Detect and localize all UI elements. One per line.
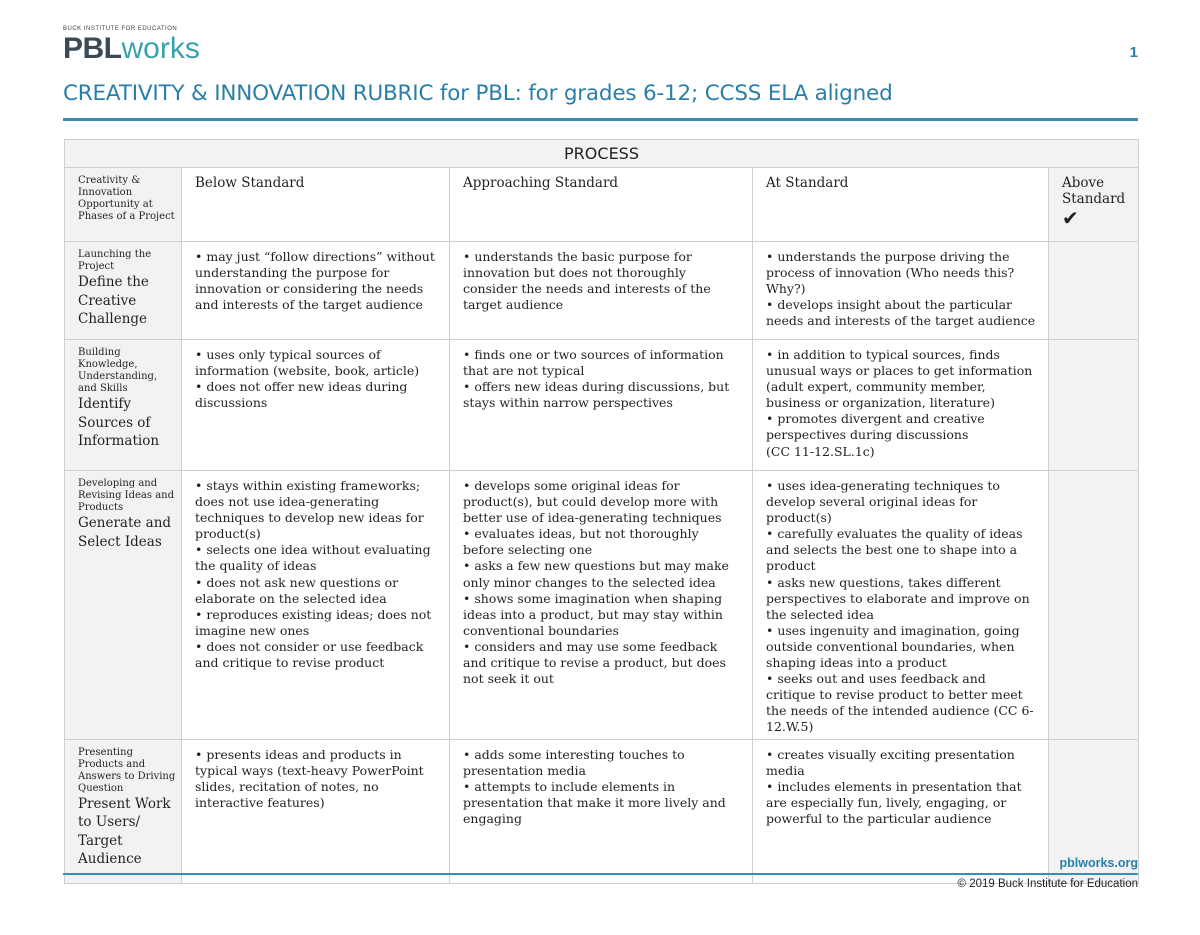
list-item: • may just “follow directions” without understanding the purpose for innovation or considering the needs and interests of the target audience	[195, 249, 435, 313]
list-item: • carefully evaluates the quality of ideas and selects the best one to shape into a product	[766, 526, 1023, 574]
approaching-standard-cell	[450, 471, 753, 740]
column-header-phase: Creativity & Innovation Opportunity at Phases of a Project	[65, 168, 182, 242]
list-item: • does not ask new questions or elaborate on the selected idea	[195, 574, 399, 606]
list-item: • offers new ideas during discussions, but stays within narrow perspectives	[463, 379, 730, 411]
logo-pbl: PBL	[63, 32, 122, 65]
table-row	[65, 340, 1139, 471]
list-item: • creates visually exciting presentation media	[766, 746, 1015, 778]
list-item: • develops insight about the particular needs and interests of the target audience	[766, 297, 1036, 329]
list-item: • considers and may use some feedback and critique to revise a product, but does not seek it out	[463, 638, 726, 687]
phase-title: Generate and Select Ideas	[78, 515, 172, 550]
list-item: • develops some original ideas for product(s), but could develop more with better use of idea-generating techniques	[463, 478, 722, 526]
list-item: • adds some interesting touches to presentation media	[463, 746, 685, 778]
above-standard-cell	[1049, 242, 1139, 340]
phase-cell	[65, 242, 182, 340]
phase-title: Present Work to Users/ Target Audience	[78, 795, 171, 867]
approaching-standard-cell	[450, 242, 753, 340]
list-item: • evaluates ideas, but not thoroughly before selecting one	[463, 526, 699, 558]
phase-title: Identify Sources of Information	[78, 396, 160, 449]
phase-label: Launching the Project	[78, 249, 152, 272]
list-item: • asks new questions, takes different perspectives to elaborate and improve on the selected idea	[766, 574, 1030, 622]
list-item: • uses idea-generating techniques to develop several original ideas for product(s)	[766, 478, 1000, 526]
at-standard-cell	[753, 340, 1049, 471]
above-standard-cell	[1049, 340, 1139, 471]
at-standard-cell	[753, 471, 1049, 740]
list-item: • does not offer new ideas during discussions	[195, 379, 408, 411]
list-item: • promotes divergent and creative perspectives during discussions	[766, 411, 985, 443]
phase-label: Developing and Revising Ideas and Products	[78, 478, 174, 513]
list-item: • understands the basic purpose for innovation but does not thoroughly consider the needs and interests of the target audience	[463, 249, 711, 313]
phase-label: Presenting Products and Answers to Driving Question	[78, 746, 176, 794]
phase-label: Building Knowledge, Understanding, and Skills	[78, 347, 158, 394]
list-item: • asks a few new questions but may make only minor changes to the selected idea	[463, 558, 729, 590]
below-standard-cell	[182, 739, 450, 883]
section-header-row	[65, 140, 1139, 168]
list-item: • understands the purpose driving the process of innovation (Who needs this? Why?)	[766, 249, 1015, 297]
list-item: • seeks out and uses feedback and critique to revise product to better meet the needs of the intended audience (CC 6-12.W.5)	[766, 671, 1034, 735]
below-standard-cell	[182, 340, 450, 471]
table-row	[65, 739, 1139, 883]
checkmark-icon: ✔	[1062, 206, 1079, 230]
column-header-below: Below Standard	[182, 168, 450, 242]
table-row	[65, 242, 1139, 340]
list-item: • selects one idea without evaluating the quality of ideas	[195, 542, 431, 574]
phase-title: Define the Creative Challenge	[78, 274, 149, 327]
approaching-standard-cell	[450, 340, 753, 471]
above-standard-cell	[1049, 471, 1139, 740]
list-item: • does not consider or use feedback and critique to revise product	[195, 638, 424, 671]
list-item: • stays within existing frameworks; does not use idea-generating techniques to develop new ideas for product(s)	[195, 478, 424, 542]
phase-cell	[65, 340, 182, 471]
footer-divider	[63, 873, 1138, 875]
logo-wordmark	[63, 32, 200, 66]
list-item: (CC 11-12.SL.1c)	[766, 443, 875, 459]
column-header-row	[65, 168, 1139, 242]
pblworks-logo	[63, 26, 233, 66]
column-header-at: At Standard	[753, 168, 1049, 242]
below-standard-cell	[182, 242, 450, 340]
below-standard-cell	[182, 471, 450, 740]
list-item: • attempts to include elements in presentation that make it more lively and engaging	[463, 778, 726, 826]
logo-works: works	[121, 32, 200, 65]
section-title: PROCESS	[65, 140, 1139, 168]
page-title: CREATIVITY & INNOVATION RUBRIC for PBL: for grades 6-12; CCSS ELA aligned	[63, 81, 893, 106]
column-header-approaching: Approaching Standard	[450, 168, 753, 242]
phase-cell	[65, 471, 182, 740]
footer-website-link[interactable]: pblworks.org	[1059, 856, 1138, 870]
rubric-table	[64, 139, 1139, 884]
list-item: • uses ingenuity and imagination, going outside conventional boundaries, when shaping ideas into a product	[766, 622, 1020, 671]
list-item: • finds one or two sources of information that are not typical	[463, 347, 724, 379]
logo-tagline: BUCK INSTITUTE FOR EDUCATION	[63, 26, 178, 32]
page-number: 1	[1129, 44, 1138, 61]
table-row	[65, 471, 1139, 740]
footer-copyright: © 2019 Buck Institute for Education	[957, 878, 1138, 890]
list-item: • includes elements in presentation that are especially fun, lively, engaging, or powerful to the particular audience	[766, 778, 1022, 826]
list-item: • presents ideas and products in typical ways (text-heavy PowerPoint slides, recitation of notes, no interactive features)	[195, 746, 424, 810]
column-header-above-label: Above Standard	[1062, 175, 1126, 207]
list-item: • reproduces existing ideas; does not imagine new ones	[195, 606, 432, 638]
at-standard-cell	[753, 739, 1049, 883]
approaching-standard-cell	[450, 739, 753, 883]
phase-cell	[65, 739, 182, 883]
header-divider	[63, 118, 1138, 121]
list-item: • shows some imagination when shaping ideas into a product, but may stay within conventional boundaries	[463, 590, 723, 638]
list-item: • uses only typical sources of information (website, book, article)	[195, 347, 420, 379]
column-header-above	[1049, 168, 1139, 242]
list-item: • in addition to typical sources, finds unusual ways or places to get information (adult expert, community member, business or organization, literature)	[766, 347, 1033, 411]
at-standard-cell	[753, 242, 1049, 340]
